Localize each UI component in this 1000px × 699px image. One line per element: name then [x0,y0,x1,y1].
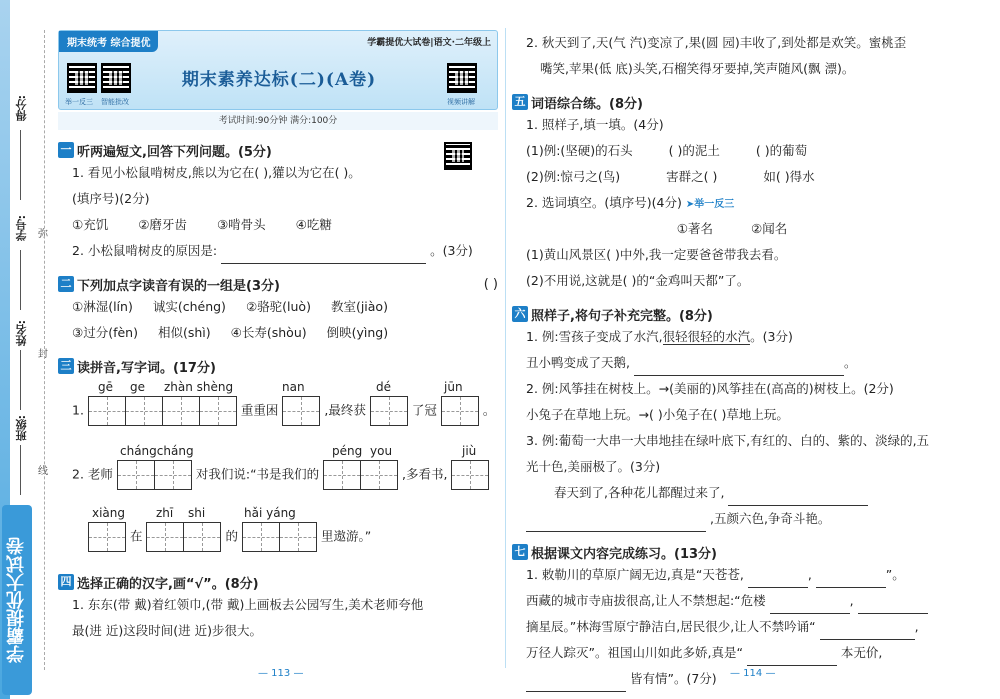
question-line [58,238,498,264]
question-text: 。(3分) [430,243,473,258]
pinyin: péng [332,444,363,458]
pinyin: dé [376,380,391,394]
writing-boxes[interactable] [88,522,126,552]
question-line: 小兔子在草地上玩。→( )小兔子在( )草地上玩。 [526,407,789,422]
exam-header [58,30,498,110]
section-4-heading [58,572,498,592]
exam-tag: 期末统考 综合提优 [59,31,158,52]
page-divider [505,28,506,668]
question-line: (填序号)(2分) [72,191,150,206]
section-number: 四 [58,574,74,590]
option: ①充饥 [72,217,109,232]
fill-item[interactable]: ( )的泥土 [668,143,720,158]
question-line: (1)黄山风景区( )中外,我一定要爸爸带我去看。 [526,247,787,262]
option: 相似(shì) [157,325,211,340]
practice-tag[interactable]: ➤举一反三 [685,199,735,210]
pinyin: jiù [462,444,477,458]
question-line: 嘴笑,苹果(低 底)头笑,石榴笑得牙要掉,笑声随风(飘 漂)。 [540,61,855,76]
section-title: 下列加点字读音有误的一组是(3分) [77,278,280,294]
pinyin: hǎi yáng [244,506,296,520]
row-text: 在 [129,528,143,544]
underlined-text: 很轻很轻的水汽 [662,329,751,344]
cut-mark-1: 弥 [38,229,48,240]
section-title: 根据课文内容完成练习。(13分) [531,546,717,562]
section-number: 六 [512,306,528,322]
question-line: 3. 例:葡萄一大串一大串地挂在绿叶底下,有红的、白的、紫的、淡绿的,五 [526,433,930,448]
writing-boxes[interactable] [117,460,192,490]
question-line [512,324,952,350]
question-line [512,640,952,666]
answer-paren[interactable]: ( ) [483,276,498,292]
section-1-heading [58,140,498,160]
score-line [20,130,21,200]
question-text: 。(3分) [750,329,793,344]
pinyin-row-3 [58,506,498,562]
example: (1)例:(坚硬)的石头 [526,143,633,158]
pinyin: gē [98,380,113,394]
answer-blank[interactable] [221,246,426,264]
row-text: 对我们说:“书是我们的 [195,466,320,482]
pinyin-row-2 [58,444,498,500]
pinyin: shi [188,506,206,520]
student-id-line [20,250,21,310]
answer-blank[interactable] [747,648,837,666]
writing-boxes[interactable] [370,396,408,426]
option: ③过分(fèn) [72,325,138,340]
fill-item[interactable]: 如( )得水 [763,169,815,184]
question-line: 最(进 近)这段时间(进 近)步很大。 [72,623,262,638]
section-title: 听两遍短文,回答下列问题。(5分) [77,144,272,160]
exam-meta: 考试时间:90分钟 满分:100分 [58,112,498,130]
pinyin: you [370,444,393,458]
section-number: 二 [58,276,74,292]
cut-mark-2: 封 [38,349,48,360]
pinyin: ge [130,380,145,394]
question-text: 2. 小松鼠啃树皮的原因是: [72,243,218,258]
section-title: 词语综合练。(8分) [531,96,643,112]
section-title: 照样子,将句子补充完整。(8分) [531,308,713,324]
pinyin: jūn [444,380,463,394]
page-number-left: — 113 — [258,668,304,679]
pinyin: zhàn shèng [164,380,234,394]
writing-boxes[interactable] [282,396,320,426]
section-3-heading [58,356,498,376]
option: ④吃糖 [295,217,332,232]
writing-boxes[interactable] [451,460,489,490]
word-options [512,216,952,242]
qr-caption: 举一反三 [65,98,93,106]
question-text: 丑小鸭变成了天鹅, [526,355,630,370]
section-title: 选择正确的汉字,画“√”。(8分) [77,576,259,592]
fill-item[interactable]: 害群之( ) [666,169,718,184]
writing-boxes[interactable] [242,522,317,552]
writing-boxes[interactable] [323,460,398,490]
qr-caption: 智能批改 [101,98,129,106]
answer-blank[interactable] [526,674,626,692]
binding-strip [0,0,48,699]
audio-qr-icon[interactable] [444,142,472,170]
question-line [512,480,952,506]
pinyin-row-1 [58,380,498,430]
option: ②磨牙齿 [138,217,187,232]
row-text: 里遨游。” [320,528,372,544]
question-text: 2. 选词填空。(填序号)(4分) [526,195,682,210]
answer-blank[interactable] [820,622,915,640]
score-label: 得分: [15,95,28,122]
section-number: 五 [512,94,528,110]
name-label: 姓名: [15,320,28,347]
right-page [512,30,952,692]
row-text: 。 [482,402,496,418]
writing-boxes[interactable] [88,396,237,426]
cut-mark-3: 线 [38,466,48,477]
question-text: 1. 例:雪孩子变成了水汽, [526,329,663,344]
section-5-heading [512,92,952,112]
option: ④长寿(shòu) [230,325,307,340]
row-text: ,最终获 [324,402,366,418]
writing-boxes[interactable] [146,522,221,552]
section-number: 七 [512,544,528,560]
options-row [512,164,952,190]
section-7-heading [512,542,952,562]
section-2-heading [58,274,498,294]
question-text: 春天到了,各种花儿都醒过来了, [554,485,725,500]
question-line: 1. 看见小松鼠啃树皮,熊以为它在( ),獾以为它在( )。 [72,165,361,180]
question-line: 丑小鸭变成了天鹅, 。 [512,350,952,376]
row-text: 1. [72,402,84,418]
pinyin: zhī [156,506,174,520]
student-id-label: 学号: [15,215,28,242]
answer-blank[interactable] [526,514,706,532]
question-line [512,190,952,216]
options-row [58,294,498,320]
question-line: (2)不用说,这就是( )的“金鸡叫天都”了。 [526,273,750,288]
answer-blank[interactable] [816,570,886,588]
left-page [58,30,498,644]
options-row [512,138,952,164]
options-row [58,212,498,238]
class-label: 班级: [15,415,28,442]
qr-code-icon[interactable] [67,63,97,93]
question-line: 2. 例:风筝挂在树枝上。→(美丽的)风筝挂在(高高的)树枝上。(2分) [526,381,894,396]
exam-title: 期末素养达标(二)(A卷) [181,70,377,90]
question-line: 2. 秋天到了,天(气 汽)变凉了,果(圆 园)丰收了,到处都是欢笑。蜜桃歪 [526,35,907,50]
row-text: 2. 老师 [72,466,113,482]
qr-code-icon[interactable] [101,63,131,93]
question-line: 摘星辰。”林海雪原宁静洁白,居民很少,让人不禁吟诵“ , [512,614,952,640]
page-number-right: — 114 — [730,668,776,679]
writing-boxes[interactable] [441,396,479,426]
section-title: 读拼音,写字词。(17分) [77,360,216,376]
cut-dashed-line [44,30,45,670]
question-text: 本无价, [840,645,883,660]
question-text: 西藏的城市寺庙拔很高,让人不禁想起:“危楼 [526,593,766,608]
question-line: 1. 东东(带 戴)着红领巾,(带 戴)上画板去公园写生,美术老师夸他 [72,597,424,612]
section-6-heading [512,304,952,324]
class-line [20,445,21,495]
pinyin: xiàng [92,506,126,520]
question-text: 摘星辰。”林海雪原宁静洁白,居民很少,让人不禁吟诵“ [526,619,816,634]
side-brand: 学霸提优大试卷 [2,505,32,695]
example: (2)例:惊弓之(鸟) [526,169,621,184]
question-line: 西藏的城市寺庙拔很高,让人不禁想起:“危楼 , [512,588,952,614]
option: ②骆驼(luò) [245,299,311,314]
question-text: ,五颜六色,争奇斗艳。 [709,511,831,526]
question-line: 1. 敕勒川的草原广阔无边,真是“天苍苍, , ”。 [512,562,952,588]
option: 教室(jiào) [330,299,388,314]
question-line: 1. 照样子,填一填。(4分) [526,117,664,132]
option: ①著名 [676,221,714,236]
option: ①淋湿(lín) [72,299,133,314]
header-brand: 学霸提优大试卷|语文·二年级上 [367,38,491,48]
question-line [512,506,952,532]
section-number: 三 [58,358,74,374]
option: 倒映(yìng) [326,325,389,340]
answer-blank[interactable] [728,488,868,506]
answer-blank[interactable] [858,596,928,614]
question-line: 光十色,美丽极了。(3分) [526,459,661,474]
question-text: 1. 敕勒川的草原广阔无边,真是“天苍苍, [526,567,744,582]
answer-blank[interactable] [634,358,844,376]
options-row [58,320,498,346]
row-text: ,多看书, [402,466,448,482]
qr-caption: 视频讲解 [447,98,475,106]
section-number: 一 [58,142,74,158]
row-text: 的 [225,528,238,544]
answer-blank[interactable] [748,570,808,588]
pinyin: nan [282,380,305,394]
row-text: 重重困 [240,402,279,418]
qr-code-icon[interactable] [447,63,477,93]
pinyin: chángcháng [120,444,194,458]
option: ②闻名 [750,221,788,236]
question-text: 万径人踪灭”。祖国山川如此多娇,真是“ [526,645,743,660]
question-text: ”。 [885,567,905,582]
question-text: 皆有情”。(7分) [629,671,717,686]
row-text: 了冠 [411,402,437,418]
option: 诚实(chéng) [152,299,226,314]
answer-blank[interactable] [770,596,850,614]
option: ③啃骨头 [216,217,266,232]
fill-item[interactable]: ( )的葡萄 [755,143,808,158]
name-line [20,350,21,410]
